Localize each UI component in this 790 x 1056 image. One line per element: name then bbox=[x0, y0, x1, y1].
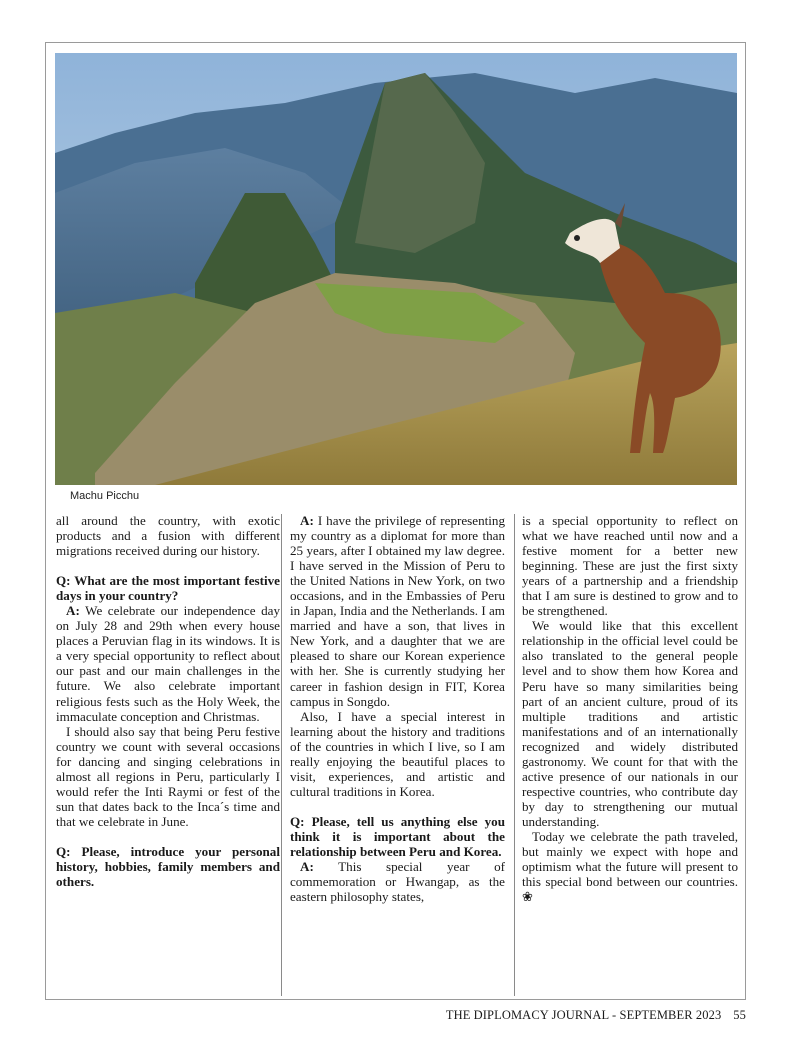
photo-caption: Machu Picchu bbox=[70, 490, 140, 502]
answer-personal-history bbox=[290, 513, 505, 709]
answer-label: A: bbox=[66, 603, 80, 619]
paragraph: is a special opportunity to reflect on what we have reached until now and a festive moment for a better new beginning. These are just the first sixty years of a partnership and a friendship that I am sure is destined to grow and to be strengthened. bbox=[522, 513, 738, 619]
answer-text: I have the privilege of representing my country as a diplomat for more than 25 years, after I obtained my law degree. I have served in the Mission of Peru to the United Nations in New York, on two occasions, and in the Embassies of Peru in Japan, India and the Netherlands. I am married and have a son, that lives in New York, and a daughter that we are pleased to share our Korean experience with her. She is currently studying her career in fashion design in FIT, Korea campus in Songdo. bbox=[290, 513, 505, 709]
column-1 bbox=[56, 513, 280, 889]
answer-label: A: bbox=[300, 513, 314, 528]
column-divider bbox=[514, 514, 515, 996]
page-number: 55 bbox=[733, 1008, 746, 1022]
end-mark-icon: ❀ bbox=[522, 889, 533, 905]
paragraph: We would like that this excellent relationship in the official level could be also translated to the general people level and to show them how Korea and Peru have so many similarities being part of an ancient culture, proud of its multiple traditions and artistic manifestations and of an internationally recognized and widely distributed gastronomy. We count for that with the active presence of our nationals in our respective countries, who contribute day by day to strengthening our mutual understanding. bbox=[522, 618, 738, 829]
paragraph: I should also say that being Peru festive country we count with several occasions for dancing and singing celebrations in almost all regions in Peru, particularly I would refer the Inti Raymi or fest of the sun that dates back to the Inca´s time and that we celebrate in June. bbox=[56, 723, 280, 829]
question-festive-days: Q: What are the most important festive days in your country? bbox=[56, 573, 280, 604]
machu-picchu-photo bbox=[55, 53, 737, 485]
answer-text: We celebrate our independence day on July 28 and 29th when every house places a Peruvian flag in its windows. It is a very special opportunity to reflect about our past and our main challenges in the future. We also celebrate important religious fests such as the Holy Week, the immaculate conception and Christmas. bbox=[56, 603, 280, 724]
column-divider bbox=[281, 514, 282, 996]
paragraph-text: Today we celebrate the path traveled, but mainly we expect with hope and optimism what the future will present to this special bond between our countries. bbox=[522, 828, 738, 890]
paragraph bbox=[522, 829, 738, 904]
column-3 bbox=[522, 513, 738, 904]
publication-name: THE DIPLOMACY JOURNAL - SEPTEMBER 2023 bbox=[445, 1008, 722, 1022]
page-footer bbox=[446, 1008, 746, 1023]
paragraph: all around the country, with exotic products and a fusion with different migrations received during our history. bbox=[56, 513, 280, 559]
paragraph: Also, I have a special interest in learning about the history and traditions of the countries in which I live, so I am really enjoying the beautiful places to visit, experiences, and artistic and cultural traditions in Korea. bbox=[290, 708, 505, 799]
answer-text: This special year of commemoration or Hwangap, as the eastern philosophy states, bbox=[290, 859, 505, 905]
question-personal-history: Q: Please, introduce your personal history, hobbies, family members and others. bbox=[56, 843, 280, 890]
answer-festive-days bbox=[56, 603, 280, 723]
column-2 bbox=[290, 513, 505, 904]
answer-relationship bbox=[290, 859, 505, 904]
question-relationship: Q: Please, tell us anything else you think it is important about the relationship between Peru and Korea. bbox=[290, 813, 505, 859]
answer-label: A: bbox=[300, 859, 314, 875]
